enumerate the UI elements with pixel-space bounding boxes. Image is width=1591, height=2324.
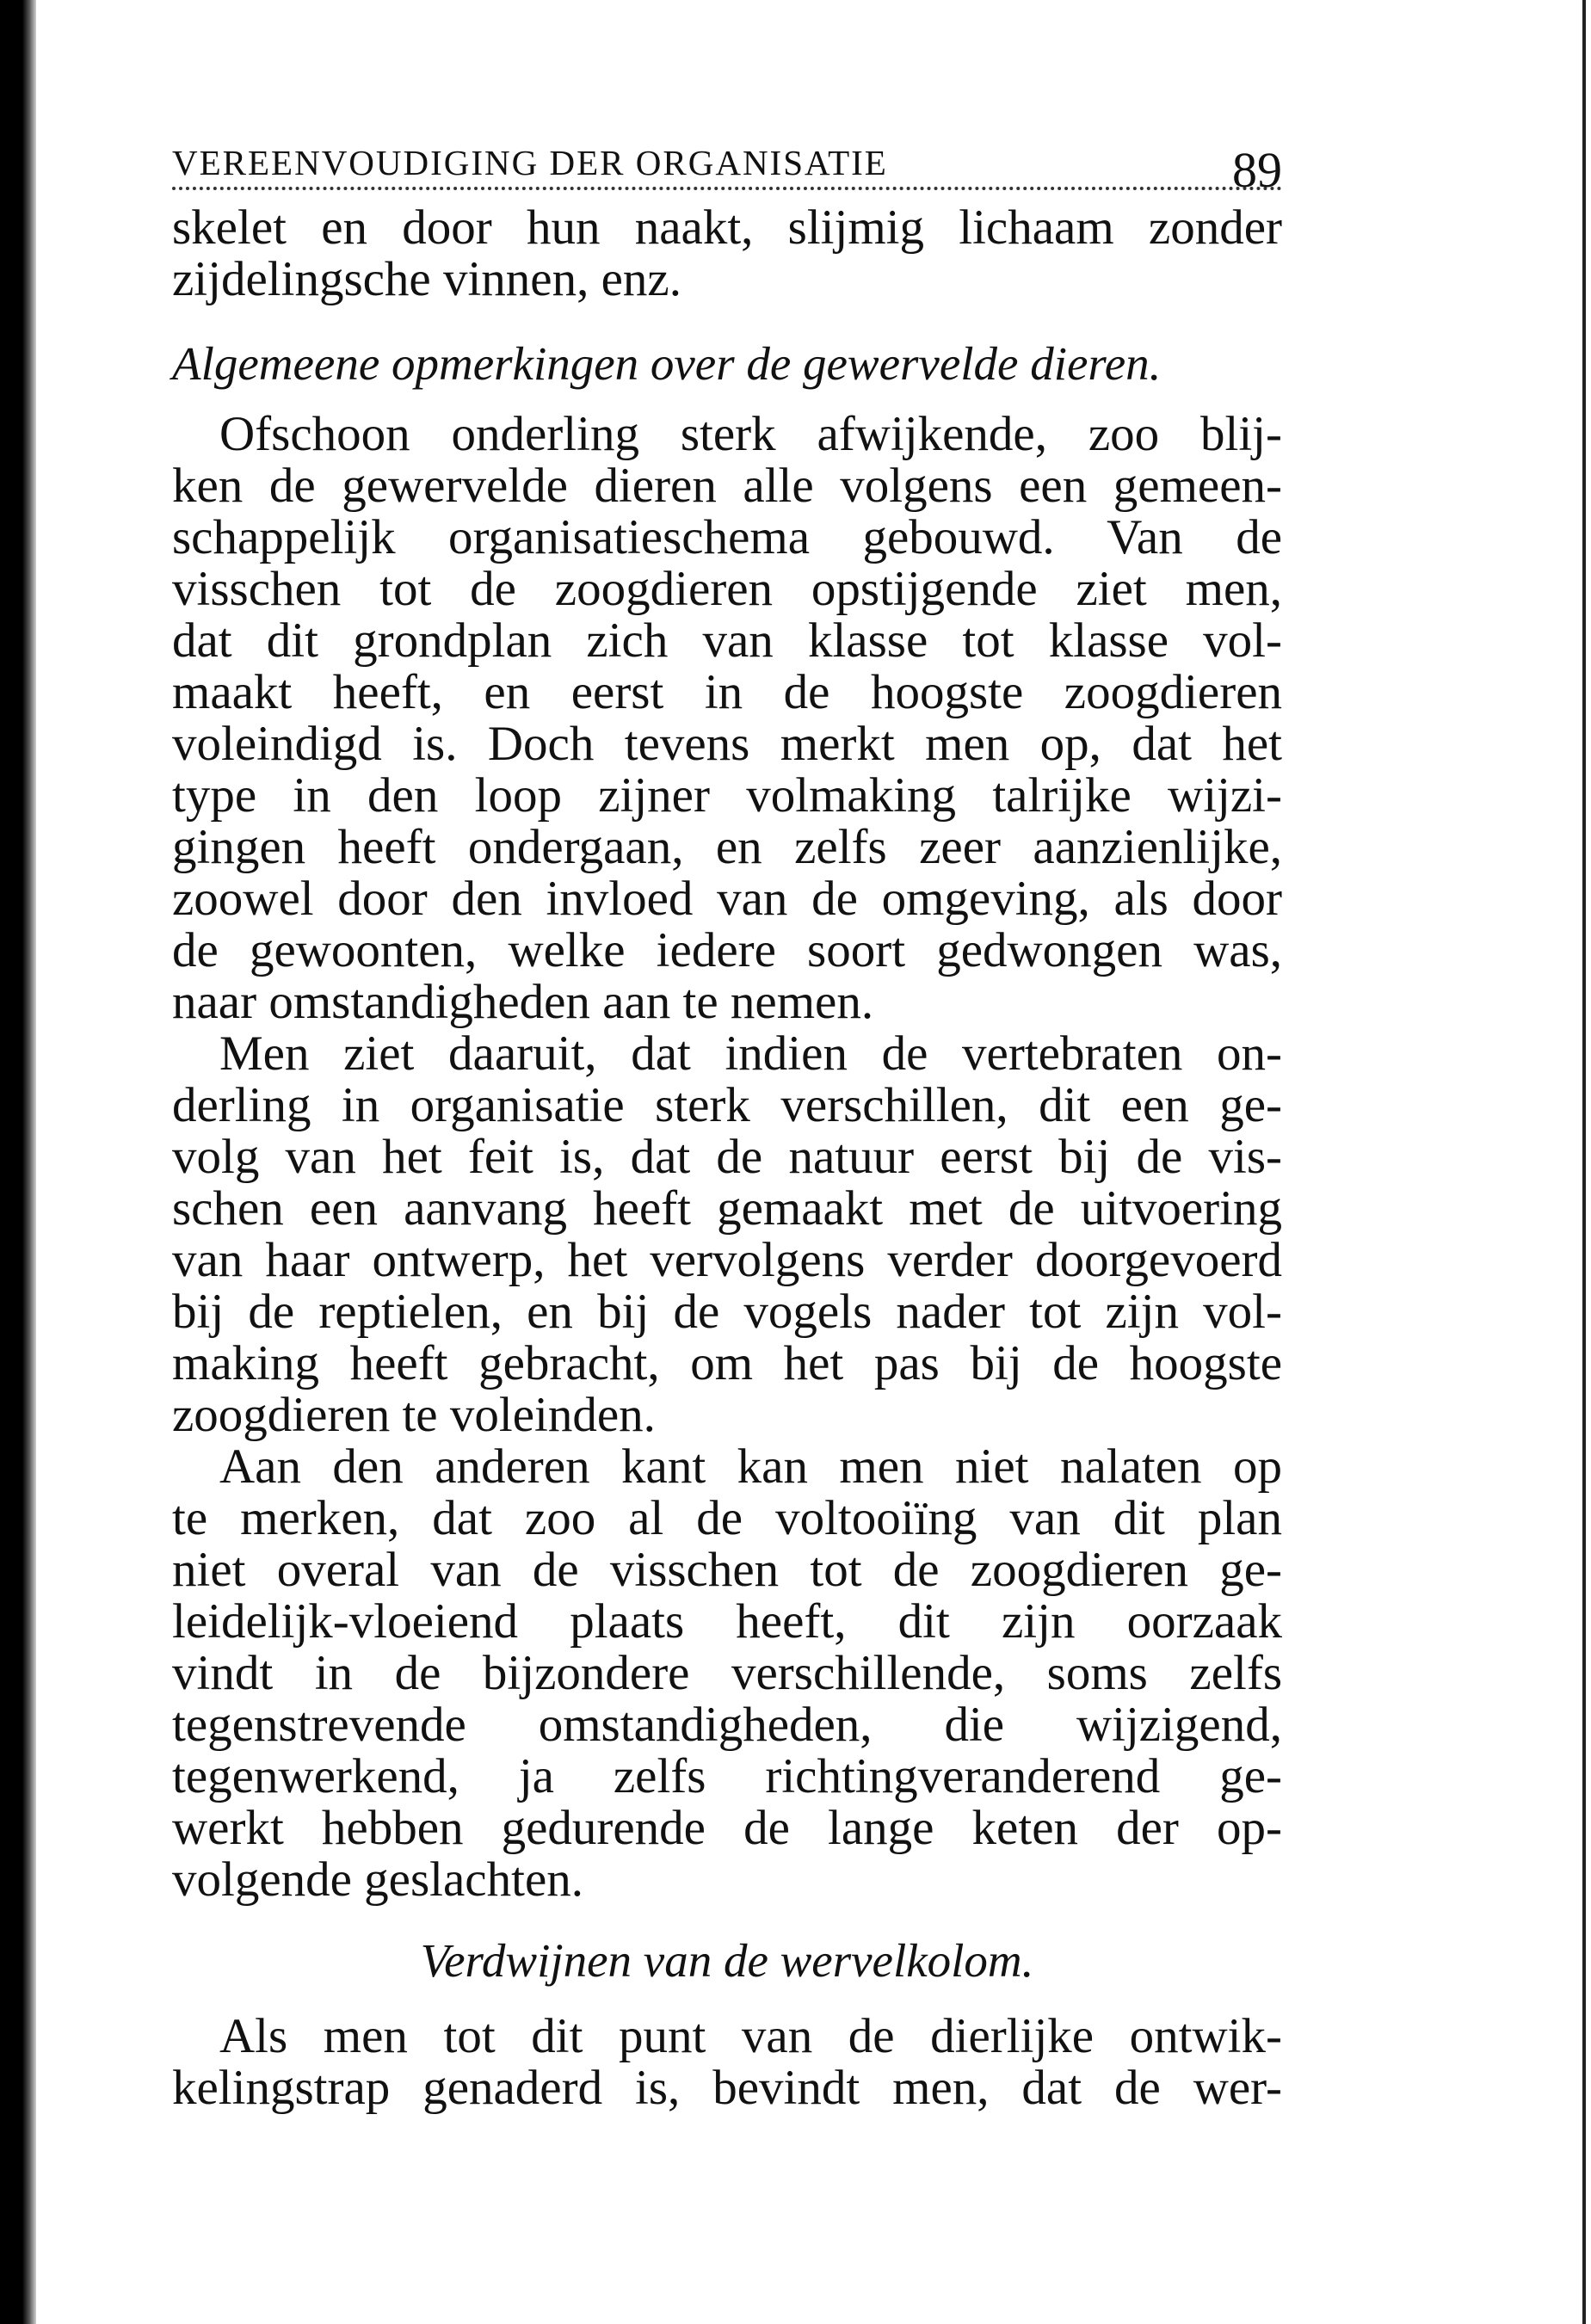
text-line: visschen tot de zoogdieren opstijgende ziet men, bbox=[172, 562, 1282, 616]
text-line: zoowel door den invloed van de omgeving, als door bbox=[172, 872, 1282, 926]
text-line: derling in organisatie sterk verschillen, dit een ge- bbox=[172, 1078, 1282, 1132]
text-line: werkt hebben gedurende de lange keten der op- bbox=[172, 1801, 1282, 1855]
paragraph-2 bbox=[172, 1028, 1282, 1441]
text-line: kelingstrap genaderd is, bevindt men, dat de wer- bbox=[172, 2061, 1282, 2115]
text-line: Men ziet daaruit, dat indien de vertebraten on- bbox=[219, 1026, 1282, 1081]
text-line: dat dit grondplan zich van klasse tot klasse vol- bbox=[172, 613, 1282, 668]
text-line: ken de gewervelde dieren alle volgens een gemeen- bbox=[172, 459, 1282, 513]
running-title: VEREENVOUDIGING DER ORGANISATIE bbox=[172, 143, 888, 182]
paragraph-1 bbox=[172, 409, 1282, 1028]
text-line: leidelijk-vloeiend plaats heeft, dit zijn oorzaak bbox=[172, 1594, 1282, 1649]
page-edge-line bbox=[1582, 0, 1586, 2324]
text-line: naar omstandigheden aan te nemen. bbox=[172, 975, 874, 1029]
text-line: volgende geslachten. bbox=[172, 1852, 583, 1907]
paragraph-4 bbox=[172, 2011, 1282, 2114]
text-line: Ofschoon onderling sterk afwijkende, zoo blij- bbox=[219, 407, 1282, 461]
text-line: maakt heeft, en eerst in de hoogste zoogdieren bbox=[172, 665, 1282, 719]
text-line: schen een aanvang heeft gemaakt met de uitvoering bbox=[172, 1181, 1282, 1236]
text-line: zoogdieren te voleinden. bbox=[172, 1388, 656, 1442]
text-line: gingen heeft ondergaan, en zelfs zeer aanzienlijke, bbox=[172, 820, 1282, 874]
text-line: bij de reptielen, en bij de vogels nader tot zijn vol- bbox=[172, 1285, 1282, 1339]
text-line: schappelijk organisatieschema gebouwd. Van de bbox=[172, 510, 1282, 564]
page-header bbox=[172, 133, 1282, 198]
section-heading-algemeene: Algemeene opmerkingen over de gewervelde dieren. bbox=[172, 337, 1162, 390]
page-number: 89 bbox=[1232, 142, 1282, 198]
text-line: de gewoonten, welke iedere soort gedwongen was, bbox=[172, 923, 1282, 977]
book-page bbox=[172, 133, 1282, 2114]
text-line: skelet en door hun naakt, slijmig lichaam zonder bbox=[172, 200, 1282, 255]
intro-paragraph bbox=[172, 202, 1282, 305]
paragraph-3 bbox=[172, 1441, 1282, 1906]
text-line: Aan den anderen kant kan men niet nalaten op bbox=[219, 1439, 1282, 1494]
text-line: volg van het feit is, dat de natuur eerst bij de vis- bbox=[172, 1130, 1282, 1184]
text-line: vindt in de bijzondere verschillende, soms zelfs bbox=[172, 1646, 1282, 1700]
text-line: van haar ontwerp, het vervolgens verder doorgevoerd bbox=[172, 1233, 1282, 1287]
text-line: te merken, dat zoo al de voltooiïng van dit plan bbox=[172, 1491, 1282, 1545]
text-line: tegenwerkend, ja zelfs richtingveranderend ge- bbox=[172, 1749, 1282, 1803]
text-line: tegenstrevende omstandigheden, die wijzigend, bbox=[172, 1698, 1282, 1752]
book-binding-shadow bbox=[0, 0, 36, 2324]
section-heading-verdwijnen: Verdwijnen van de wervelkolom. bbox=[420, 1934, 1034, 1987]
text-line: zijdelingsche vinnen, enz. bbox=[172, 252, 681, 306]
text-line: type in den loop zijner volmaking talrijke wijzi- bbox=[172, 768, 1282, 823]
text-line: niet overal van de visschen tot de zoogdieren ge- bbox=[172, 1543, 1282, 1597]
text-line: voleindigd is. Doch tevens merkt men op, dat het bbox=[172, 717, 1282, 771]
text-line: Als men tot dit punt van de dierlijke ontwik- bbox=[219, 2009, 1282, 2063]
text-line: making heeft gebracht, om het pas bij de hoogste bbox=[172, 1336, 1282, 1390]
